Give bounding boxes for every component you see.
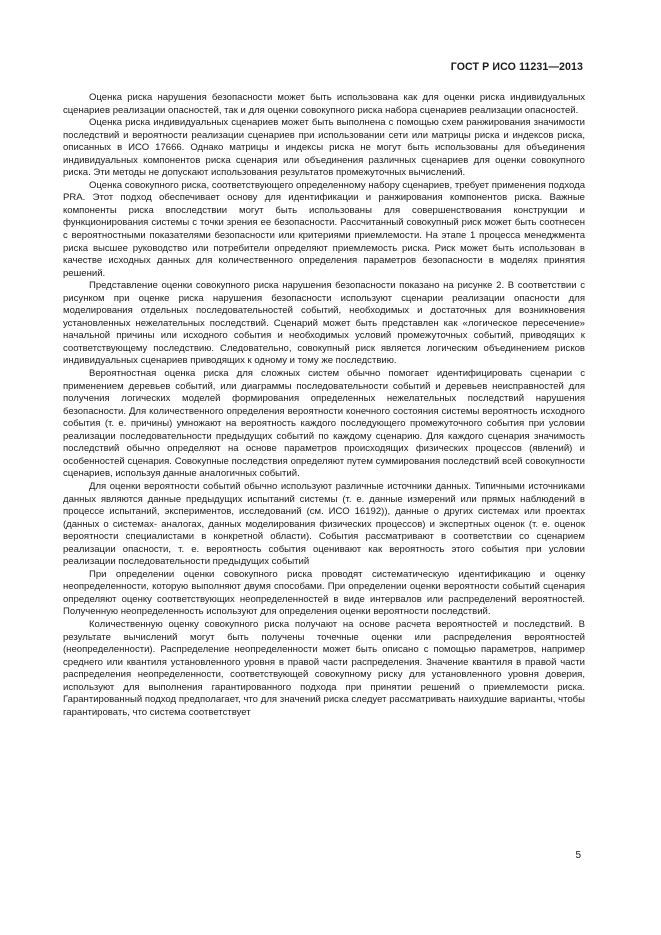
page-number: 5 [575, 850, 581, 861]
paragraph: При определении оценки совокупного риска проводят систематическую идентификацию и оценку неопределенности, которую выполняют двумя способами. При определении оценки вероятности событий сценария определяют оценку соответствующих неопределенностей в виде интервалов или распределений вероятностей. Полученную неопределенность используют для определения оценки вероятности последствий. [63, 568, 585, 618]
paragraph: Оценка риска индивидуальных сценариев может быть выполнена с помощью схем ранжирования значимости последствий и вероятности реализации сценариев при использовании сети или матрицы риска и индексов риска, описанных в ИСО 17666. Однако матрицы и индексы риска не могут быть использованы для объединения индивидуальных компонентов риска сценария или объединения различных сценариев для оценки совокупного риска. Эти методы не допускают использования результатов промежуточных вычислений. [63, 117, 585, 179]
paragraph: Количественную оценку совокупного риска получают на основе расчета вероятностей и последствий. В результате вычислений могут быть получены точечные оценки или распределения вероятностей (неопределенности). Распределение неопределенности может быть описано с помощью параметров, например среднего или квантиля установленного уровня в правой части распределения. Значение квантиля в правой части распределения неопределенности, соответствующей совокупному риску для установленного уровня доверия, используют для выполнения гарантированного подхода при принятии решений о приемлемости риска. Гарантированный подход предполагает, что для значений риска следует рассматривать наихудшие варианты, чтобы гарантировать, что система соответствует [63, 618, 585, 718]
paragraph: Представление оценки совокупного риска нарушения безопасности показано на рисунке 2. В соответствии с рисунком при оценке риска нарушения безопасности используют сценарии реализации опасности для моделирования отдельных последовательностей событий, необходимых и достаточных для возникновения установленных нежелательных последствий. Сценарий может быть представлен как «логическое пересечение» начальной причины или исходного события и необходимых условий промежуточных событий, приводящих к соответствующему последствию. Следовательно, совокупный риск является логическим объединением рисков индивидуальных сценариев приводящих к одному и тому же последствию. [63, 280, 585, 367]
body-text [63, 92, 585, 719]
paragraph: Оценка совокупного риска, соответствующего определенному набору сценариев, требует применения подхода PRA. Этот подход обеспечивает основу для идентификации и ранжирования компонентов риска. Важные компоненты риска впоследствии могут быть использованы для совершенствования конструкции и функционирования системы с точки зрения ее безопасности. Рассчитанный совокупный риск может быть соотнесен с вероятностными показателями безопасности или критериями приемлемости. На этапе 1 процесса менеджмента риска высшее руководство или потребители определяют приемлемость риска. Риск может быть использован в качестве исходных данных для количественного определения параметров безопасности в моделях принятия решений. [63, 179, 585, 279]
paragraph: Оценка риска нарушения безопасности может быть использована как для оценки риска индивидуальных сценариев реализации опасностей, так и для оценки совокупного риска набора сценариев реализации опасностей. [63, 92, 585, 116]
paragraph: Для оценки вероятности событий обычно используют различные источники данных. Типичными источниками данных являются данные предыдущих испытаний системы (т. е. данные измерений или прямых наблюдений в процессе испытаний, экспериментов, исследований (см. ИСО 16192)), данные о других системах или проектах (данных о системах- аналогах, данных моделирования физических процессов) и экспертных оценок (т. е. оценок вероятности специалистами в конкретной области). События рассматривают в соответствии со сценарием реализации опасности, т. е. вероятность события оценивают как вероятность этого события при условии реализации последовательности предыдущих событий [63, 480, 585, 568]
paragraph: Вероятностная оценка риска для сложных систем обычно помогает идентифицировать сценарии с применением деревьев событий, или диаграммы последовательности событий и деревьев неисправностей для получения логических моделей формирования определенных нежелательных последствий нарушения безопасности. Для количественного определения вероятности конечного состояния системы вероятность исходного события (т. е. причины) умножают на вероятность каждого последующего промежуточного события при условии реализации последовательности предыдущих событий по каждому сценарию. Для каждого сценария значимость последствий обычно определяют на основе параметров происходящих физических процессов (явлений) и особенностей сценария. Совокупные последствия определяют путем суммирования последствий всей совокупности сценариев, используя данные аналогичных событий. [63, 368, 585, 480]
document-standard-header: ГОСТ Р ИСО 11231—2013 [450, 61, 583, 73]
